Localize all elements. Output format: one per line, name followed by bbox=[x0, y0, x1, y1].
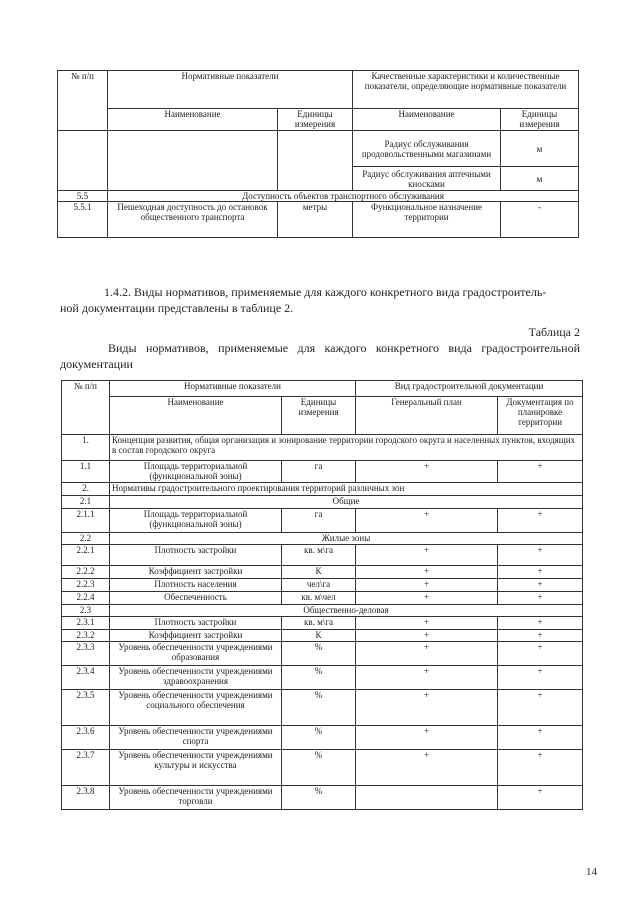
table-row bbox=[62, 630, 583, 642]
row-num: 2.2 bbox=[62, 533, 110, 545]
row-genplan: + bbox=[356, 617, 498, 630]
t2-header-genplan: Генеральный план bbox=[356, 397, 498, 435]
t1-section-title: Доступность объектов транспортного обслуживания bbox=[108, 191, 579, 202]
table-row bbox=[62, 666, 583, 690]
row-genplan: + bbox=[356, 642, 498, 666]
t1-header-units: Единицы измерения bbox=[278, 109, 353, 131]
table-row bbox=[62, 496, 583, 509]
row-planning: + bbox=[498, 690, 583, 726]
table-title: Виды нормативов, применяемые для каждого конкретного вида градостроительной документации bbox=[60, 341, 580, 371]
row-unit: % bbox=[282, 786, 356, 810]
row-num: 2.3.3 bbox=[62, 642, 110, 666]
row-name: Уровень обеспеченности учреждениями спорта bbox=[110, 726, 282, 750]
t2-body bbox=[62, 435, 583, 810]
row-name: Плотность населения bbox=[110, 579, 282, 592]
row-genplan: + bbox=[356, 545, 498, 566]
row-unit: К bbox=[282, 630, 356, 642]
t1-section-num: 5.5 bbox=[58, 191, 108, 202]
table-row bbox=[62, 509, 583, 533]
table-row bbox=[62, 545, 583, 566]
section-title: Концепция развития, общая организация и зонирование территории городского округа и населенных пунктов, входящих в состав городского округа bbox=[110, 435, 583, 461]
row-num: 2. bbox=[62, 483, 110, 496]
row-planning: + bbox=[498, 630, 583, 642]
table-row bbox=[62, 592, 583, 605]
row-num: 2.2.4 bbox=[62, 592, 110, 605]
t1-cont-name: Радиус обслуживания аптечными киосками bbox=[353, 167, 501, 191]
row-num: 1. bbox=[62, 435, 110, 461]
row-genplan: + bbox=[356, 666, 498, 690]
row-unit: кв. м\га bbox=[282, 617, 356, 630]
t1-row-qual-unit: - bbox=[501, 202, 579, 238]
row-name: Уровень обеспеченности учреждениями культуры и искусства bbox=[110, 750, 282, 786]
table-row bbox=[62, 533, 583, 545]
row-planning: + bbox=[498, 579, 583, 592]
row-unit: чел\га bbox=[282, 579, 356, 592]
row-num: 2.3.7 bbox=[62, 750, 110, 786]
row-genplan: + bbox=[356, 592, 498, 605]
row-unit: % bbox=[282, 690, 356, 726]
row-num: 2.3.5 bbox=[62, 690, 110, 726]
row-num: 2.3.4 bbox=[62, 666, 110, 690]
row-planning: + bbox=[498, 566, 583, 579]
row-name: Уровень обеспеченности учреждениями торговли bbox=[110, 786, 282, 810]
row-planning: + bbox=[498, 642, 583, 666]
t2-header-doc: Вид градостроительной документации bbox=[356, 381, 583, 397]
row-planning: + bbox=[498, 666, 583, 690]
row-planning: + bbox=[498, 617, 583, 630]
row-unit: га bbox=[282, 509, 356, 533]
t1-row-num: 5.5.1 bbox=[58, 202, 108, 238]
t1-row-qual: Функциональное назначение территории bbox=[353, 202, 501, 238]
row-name: Плотность застройки bbox=[110, 617, 282, 630]
row-num: 2.3 bbox=[62, 605, 110, 617]
table-row bbox=[62, 435, 583, 461]
row-num: 2.1.1 bbox=[62, 509, 110, 533]
row-unit: кв. м\га bbox=[282, 545, 356, 566]
row-unit: кв. м\чел bbox=[282, 592, 356, 605]
paragraph-line2: ной документации представлены в таблице 2. bbox=[60, 301, 294, 315]
normatives-table-continuation bbox=[57, 70, 579, 238]
table-row bbox=[62, 483, 583, 496]
row-planning: + bbox=[498, 750, 583, 786]
row-planning: + bbox=[498, 461, 583, 483]
t1-header-num: № п/п bbox=[58, 71, 108, 131]
table-row bbox=[62, 690, 583, 726]
row-unit: % bbox=[282, 726, 356, 750]
table-row bbox=[62, 579, 583, 592]
subsection-title: Общественно-деловая bbox=[110, 605, 583, 617]
table-row bbox=[62, 786, 583, 810]
t1-header-norm: Нормативные показатели bbox=[108, 71, 353, 109]
normatives-by-document-table bbox=[61, 380, 583, 810]
row-name: Уровень обеспеченности учреждениями здравоохранения bbox=[110, 666, 282, 690]
row-name: Плотность застройки bbox=[110, 545, 282, 566]
row-genplan: + bbox=[356, 726, 498, 750]
row-num: 2.2.2 bbox=[62, 566, 110, 579]
paragraph-line1: 1.4.2. Виды нормативов, применяемые для каждого конкретного вида градостроитель- bbox=[104, 285, 547, 299]
table-label: Таблица 2 bbox=[528, 325, 580, 339]
row-name: Уровень обеспеченности учреждениями образования bbox=[110, 642, 282, 666]
section-title: Нормативы градостроительного проектирования территорий различных зон bbox=[110, 483, 583, 496]
t1-cont-unit: м bbox=[501, 131, 579, 167]
row-name: Коэффициент застройки bbox=[110, 566, 282, 579]
t2-header-norm: Нормативные показатели bbox=[110, 381, 356, 397]
row-num: 2.3.6 bbox=[62, 726, 110, 750]
table-row bbox=[62, 605, 583, 617]
row-name: Обеспеченность bbox=[110, 592, 282, 605]
row-unit: % bbox=[282, 642, 356, 666]
table-row bbox=[62, 566, 583, 579]
row-num: 2.3.2 bbox=[62, 630, 110, 642]
row-num: 2.3.8 bbox=[62, 786, 110, 810]
row-unit: га bbox=[282, 461, 356, 483]
row-genplan: + bbox=[356, 461, 498, 483]
row-planning: + bbox=[498, 786, 583, 810]
row-name: Площадь территориальной (функциональной зоны) bbox=[110, 461, 282, 483]
row-num: 1.1 bbox=[62, 461, 110, 483]
t2-header-planning: Документация по планировке территории bbox=[498, 397, 583, 435]
t2-header-units: Единицы измерения bbox=[282, 397, 356, 435]
table-row bbox=[62, 617, 583, 630]
t1-header-qual: Качественные характеристики и количественные показатели, определяющие нормативные показатели bbox=[353, 71, 579, 109]
page-number: 14 bbox=[586, 866, 597, 878]
t1-header-name: Наименование bbox=[108, 109, 278, 131]
subsection-title: Жилые зоны bbox=[110, 533, 583, 545]
table-row bbox=[62, 461, 583, 483]
row-genplan: + bbox=[356, 579, 498, 592]
row-genplan: + bbox=[356, 509, 498, 533]
row-num: 2.2.1 bbox=[62, 545, 110, 566]
t1-cont-name: Радиус обслуживания продовольственными магазинами bbox=[353, 131, 501, 167]
t1-header-name2: Наименование bbox=[353, 109, 501, 131]
subsection-title: Общие bbox=[110, 496, 583, 509]
t2-header-num: № п/п bbox=[62, 381, 110, 435]
row-planning: + bbox=[498, 509, 583, 533]
row-unit: % bbox=[282, 666, 356, 690]
row-genplan: + bbox=[356, 566, 498, 579]
row-unit: % bbox=[282, 750, 356, 786]
row-num: 2.3.1 bbox=[62, 617, 110, 630]
row-planning: + bbox=[498, 592, 583, 605]
row-num: 2.1 bbox=[62, 496, 110, 509]
row-planning: + bbox=[498, 726, 583, 750]
row-num: 2.2.3 bbox=[62, 579, 110, 592]
row-name: Площадь территориальной (функциональной зоны) bbox=[110, 509, 282, 533]
row-planning: + bbox=[498, 545, 583, 566]
t1-cont-unit: м bbox=[501, 167, 579, 191]
t2-header-name: Наименование bbox=[110, 397, 282, 435]
table-row bbox=[62, 642, 583, 666]
row-genplan bbox=[356, 786, 498, 810]
row-genplan: + bbox=[356, 750, 498, 786]
t1-row-unit: метры bbox=[278, 202, 353, 238]
row-name: Уровень обеспеченности учреждениями социального обеспечения bbox=[110, 690, 282, 726]
row-genplan: + bbox=[356, 630, 498, 642]
row-unit: К bbox=[282, 566, 356, 579]
table-row bbox=[62, 726, 583, 750]
row-name: Коэффициент застройки bbox=[110, 630, 282, 642]
row-genplan: + bbox=[356, 690, 498, 726]
table-row bbox=[62, 750, 583, 786]
t1-header-units2: Единицы измерения bbox=[501, 109, 579, 131]
t1-row-name: Пешеходная доступность до остановок общественного транспорта bbox=[108, 202, 278, 238]
